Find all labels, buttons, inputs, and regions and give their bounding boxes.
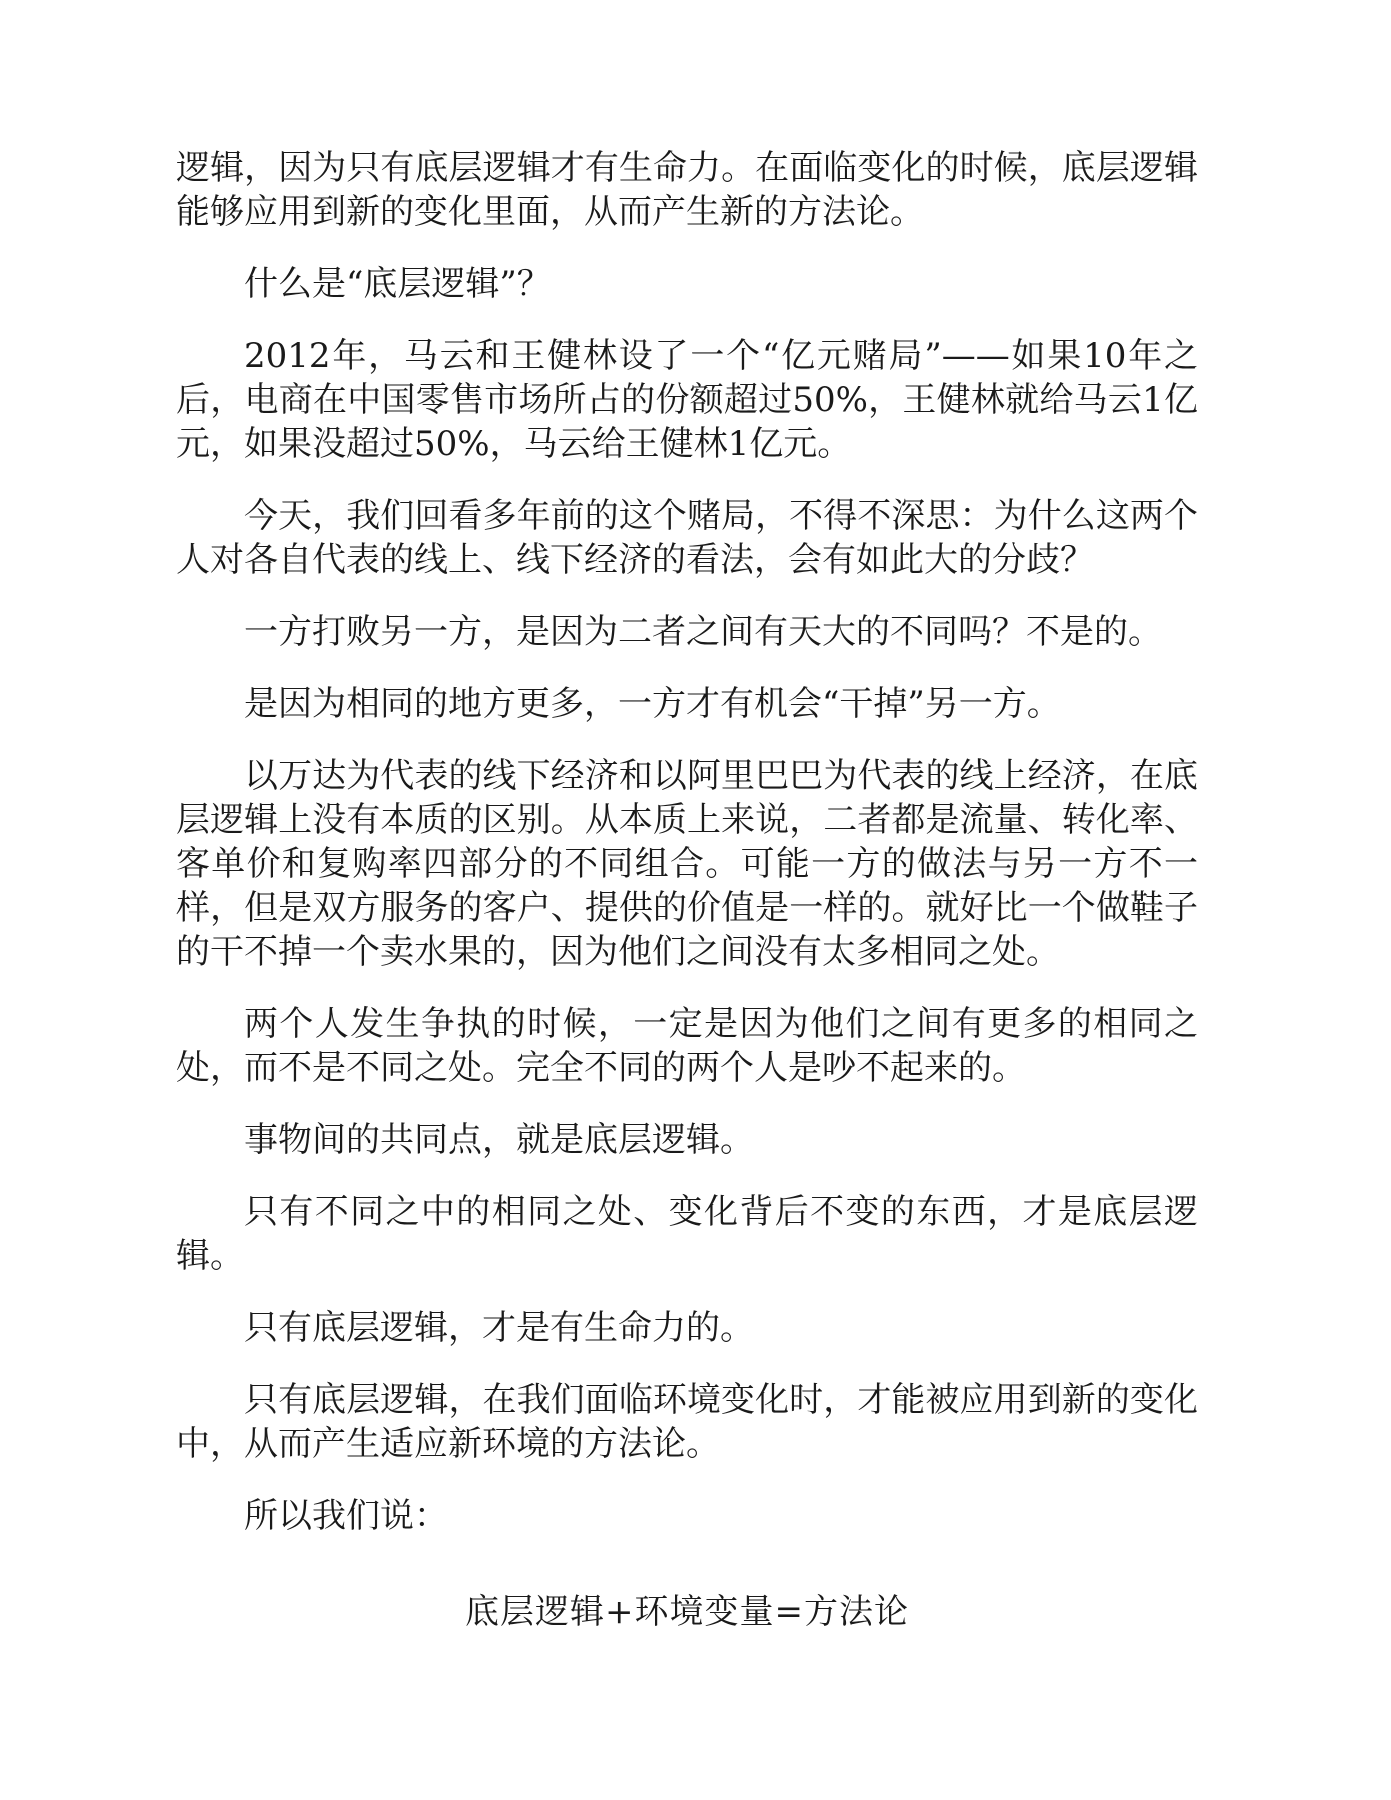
- paragraph-dispute: 两个人发生争执的时候，一定是因为他们之间有更多的相同之处，而不是不同之处。完全不同的两个人是吵不起来的。: [176, 1004, 1198, 1088]
- paragraph-bet: 2012年，马云和王健林设了一个“亿元赌局”——如果10年之后，电商在中国零售市场所占的份额超过50%，王健林就给马云1亿元，如果没超过50%，马云给王健林1亿元。: [176, 336, 1198, 464]
- paragraph-vitality: 只有底层逻辑，才是有生命力的。: [244, 1308, 754, 1348]
- paragraph-so-we-say: 所以我们说：: [244, 1496, 448, 1536]
- paragraph-online-offline: 以万达为代表的线下经济和以阿里巴巴为代表的线上经济，在底层逻辑上没有本质的区别。从本质上来说，二者都是流量、转化率、客单价和复购率四部分的不同组合。可能一方的做法与另一方不一样，但是双方服务的客户、提供的价值是一样的。就好比一个做鞋子的干不掉一个卖水果的，因为他们之间没有太多相同之处。: [176, 756, 1198, 972]
- paragraph-application: 只有底层逻辑，在我们面临环境变化时，才能被应用到新的变化中，从而产生适应新环境的方法论。: [176, 1380, 1198, 1464]
- paragraph-common-point: 事物间的共同点，就是底层逻辑。: [244, 1120, 754, 1160]
- paragraph-question: 什么是“底层逻辑”？: [244, 264, 551, 304]
- paragraph-invariant: 只有不同之中的相同之处、变化背后不变的东西，才是底层逻辑。: [176, 1192, 1198, 1276]
- paragraph-continued: 逻辑，因为只有底层逻辑才有生命力。在面临变化的时候，底层逻辑能够应用到新的变化里面，从而产生新的方法论。: [176, 148, 1198, 232]
- paragraph-difference: 一方打败另一方，是因为二者之间有天大的不同吗？不是的。: [244, 612, 1162, 652]
- paragraph-similarity: 是因为相同的地方更多，一方才有机会“干掉”另一方。: [244, 684, 1061, 724]
- paragraph-reflection: 今天，我们回看多年前的这个赌局，不得不深思：为什么这两个人对各自代表的线上、线下经济的看法，会有如此大的分歧？: [176, 496, 1198, 580]
- formula: 底层逻辑+环境变量=方法论: [465, 1592, 909, 1632]
- document-page: [176, 146, 1198, 1634]
